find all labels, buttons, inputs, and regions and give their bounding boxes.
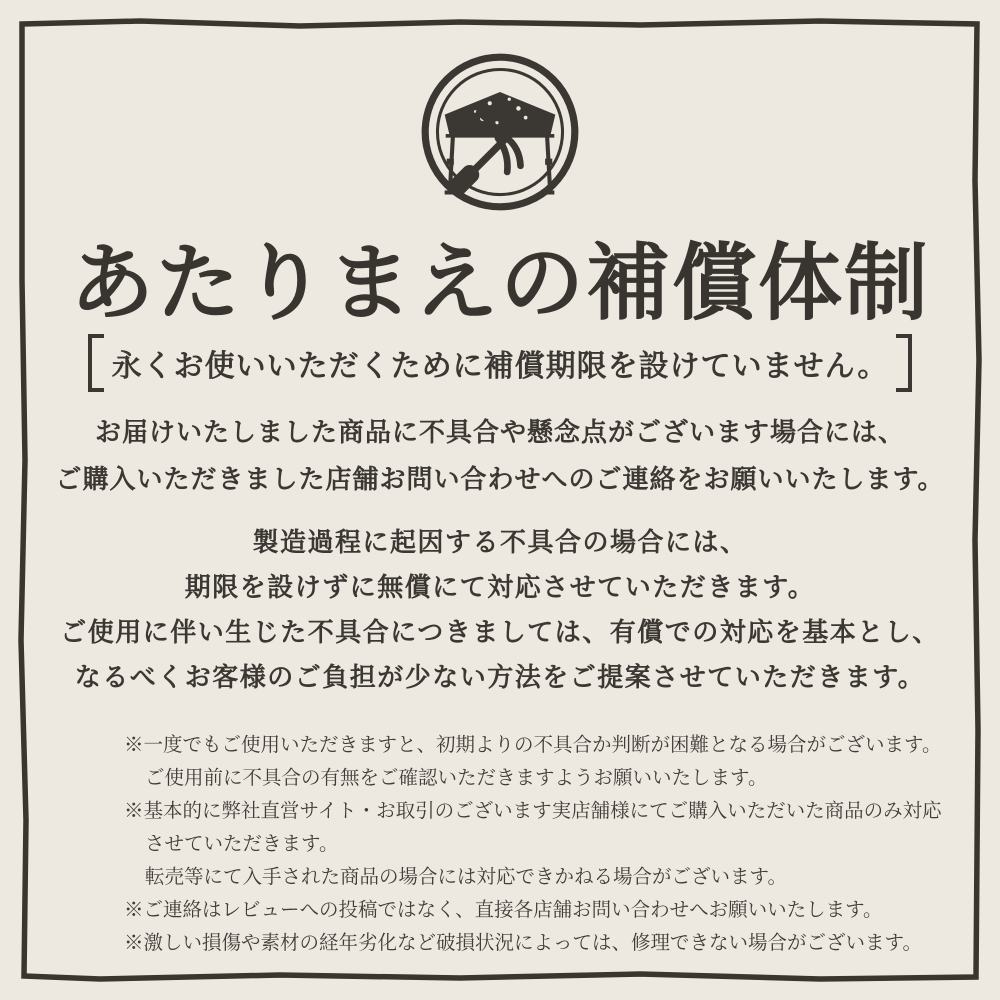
subtitle-text: 永くお使いいただくために補償期限を設けていません。 — [111, 350, 889, 383]
intro-line: お届けいたしました商品に不具合や懸念点がございます場合には、 — [94, 418, 905, 447]
page-title: あたりまえの補償体制 — [69, 238, 930, 331]
policy-line: なるべくお客様のご負担が少ない方法をご提案させていただきます。 — [74, 663, 926, 692]
tent-tools-stamp-icon — [418, 50, 582, 214]
footnote-line: ※激しい損傷や素材の経年劣化など破損状況によっては、修理できない場合がございます。 — [124, 933, 922, 954]
footnote-line: させていただきます。 — [145, 834, 339, 855]
footnote-line: ご使用前に不具合の有無をご確認いただきますようお願いいたします。 — [145, 768, 768, 789]
footnote-line: 転売等にて入手された商品の場合には対応できかねる場合がございます。 — [145, 867, 787, 888]
footnote-line: ※ご連絡はレビューへの投稿ではなく、直接各店舗お問い合わせへお願いいたします。 — [124, 900, 883, 921]
policy-line: 製造過程に起因する不具合の場合には、 — [252, 528, 748, 557]
intro-line: ご購入いただきました店舗お問い合わせへのご連絡をお願いいたします。 — [55, 465, 945, 494]
footnote-line: ※一度でもご使用いただきますと、初期よりの不具合か判断が困難となる場合がございます。 — [124, 735, 942, 756]
intro-paragraph — [0, 409, 1000, 503]
left-bracket-icon — [88, 334, 104, 392]
policy-line: 期限を設けずに無償にて対応させていただきます。 — [184, 573, 816, 602]
subtitle — [0, 334, 1000, 392]
policy-paragraph — [0, 520, 1000, 700]
right-bracket-icon — [896, 334, 912, 392]
footnote-line: ※基本的に弊社直営サイト・お取引のございます実店舗様にてご購入いただいた商品のみ対応 — [124, 801, 942, 822]
policy-line: ご使用に伴い生じた不具合につきましては、有償での対応を基本とし、 — [60, 618, 940, 647]
footnotes — [124, 729, 942, 960]
